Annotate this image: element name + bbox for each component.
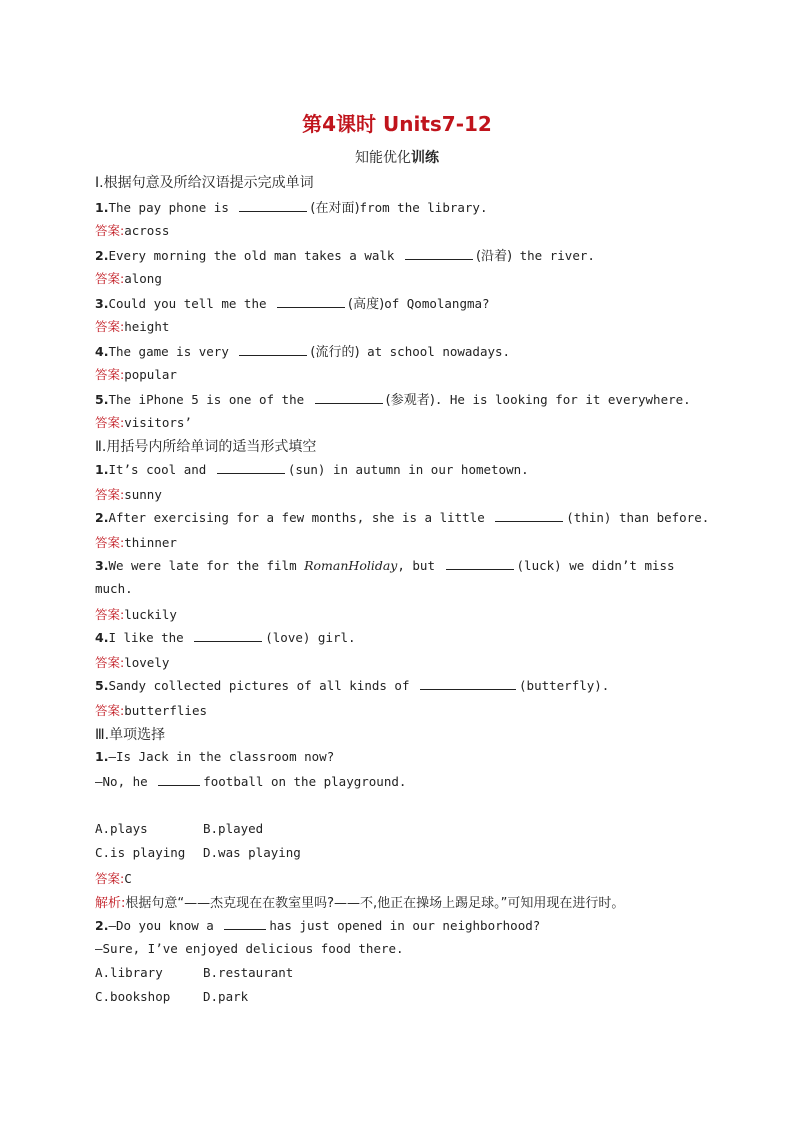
s2-q4 bbox=[95, 629, 356, 645]
section-2-heading: Ⅱ.用括号内所给单词的适当形式填空 bbox=[95, 439, 317, 455]
s2-a4 bbox=[95, 653, 169, 671]
q-number: 5. bbox=[95, 392, 109, 407]
s1-a1 bbox=[95, 221, 169, 239]
q-hint: (love) bbox=[265, 630, 311, 645]
answer-blank bbox=[446, 557, 514, 570]
answer-label: 答案: bbox=[95, 871, 125, 886]
q-number: 4. bbox=[95, 630, 109, 645]
q-text: —Is Jack in the classroom now? bbox=[108, 749, 335, 764]
s2-a2 bbox=[95, 533, 177, 551]
answer-blank bbox=[405, 247, 473, 260]
q-text: We were late for the film bbox=[108, 558, 305, 573]
q-hint: (高度) bbox=[348, 297, 385, 312]
answer-blank bbox=[239, 199, 307, 212]
q-text: has just opened in our neighborhood? bbox=[269, 918, 541, 933]
q-hint: (sun) bbox=[287, 462, 326, 477]
q-text: —No, he bbox=[95, 774, 156, 789]
q-hint: (在对面) bbox=[310, 201, 360, 216]
subtitle-bold: 训练 bbox=[411, 150, 439, 166]
s1-a2 bbox=[95, 269, 162, 287]
answer-text: C bbox=[124, 871, 132, 886]
q-text: , but bbox=[397, 558, 443, 573]
s3-q1-line2 bbox=[95, 773, 406, 789]
s2-a5 bbox=[95, 701, 207, 719]
answer-text: height bbox=[124, 319, 170, 334]
option-b: B.played bbox=[203, 821, 264, 836]
s2-a1 bbox=[95, 485, 162, 503]
q-text: than before. bbox=[611, 510, 710, 525]
answer-text: visitors’ bbox=[124, 415, 192, 430]
option-d: D.park bbox=[203, 989, 249, 1004]
q-text: at school nowadays. bbox=[359, 344, 511, 359]
answer-blank bbox=[217, 461, 285, 474]
page-subtitle bbox=[0, 147, 794, 167]
answer-blank bbox=[495, 509, 563, 522]
q-hint: (luck) bbox=[516, 558, 562, 573]
s3-a1 bbox=[95, 869, 132, 887]
q-text: The iPhone 5 is one of the bbox=[108, 392, 312, 407]
option-d: D.was playing bbox=[203, 845, 301, 860]
answer-blank bbox=[194, 629, 262, 642]
q-text: After exercising for a few months, she is a little bbox=[108, 510, 493, 525]
answer-label: 答案: bbox=[95, 367, 125, 382]
q-hint: (流行的) bbox=[310, 345, 360, 360]
answer-label: 答案: bbox=[95, 319, 125, 334]
q-text: in autumn in our hometown. bbox=[325, 462, 529, 477]
s2-q2 bbox=[95, 509, 709, 525]
q-text: It’s cool and bbox=[108, 462, 214, 477]
s2-q3-cont: much. bbox=[95, 581, 133, 596]
answer-label: 答案: bbox=[95, 703, 125, 718]
s2-q3 bbox=[95, 557, 675, 573]
answer-text: luckily bbox=[124, 607, 177, 622]
s3-q2-line2: —Sure, I’ve enjoyed delicious food there. bbox=[95, 941, 404, 956]
s2-a3 bbox=[95, 605, 177, 623]
answer-label: 答案: bbox=[95, 223, 125, 238]
option-c: C.bookshop bbox=[95, 989, 171, 1004]
section-1-heading: Ⅰ.根据句意及所给汉语提示完成单词 bbox=[95, 175, 314, 191]
q-number: 1. bbox=[95, 462, 109, 477]
option-a: A.plays bbox=[95, 821, 148, 836]
q-text: Could you tell me the bbox=[108, 296, 275, 311]
answer-blank bbox=[277, 295, 345, 308]
s1-a3 bbox=[95, 317, 169, 335]
analysis-text: 根据句意“——杰克现在在教室里吗?——不,他正在操场上踢足球。”可知用现在进行时。 bbox=[125, 896, 625, 911]
q-text: Every morning the old man takes a walk bbox=[108, 248, 402, 263]
answer-blank bbox=[239, 343, 307, 356]
answer-label: 答案: bbox=[95, 655, 125, 670]
q-text: Sandy collected pictures of all kinds of bbox=[108, 678, 418, 693]
q-number: 2. bbox=[95, 248, 109, 263]
q-text: girl. bbox=[310, 630, 356, 645]
q-number: 4. bbox=[95, 344, 109, 359]
q-number: 3. bbox=[95, 558, 109, 573]
s1-q4 bbox=[95, 341, 510, 360]
s1-q3 bbox=[95, 293, 490, 312]
s1-q2 bbox=[95, 245, 595, 264]
s2-q1 bbox=[95, 461, 529, 477]
answer-text: thinner bbox=[124, 535, 177, 550]
s3-q2-line1 bbox=[95, 917, 540, 933]
answer-text: butterflies bbox=[124, 703, 208, 718]
option-a: A.library bbox=[95, 965, 163, 980]
answer-blank bbox=[224, 917, 266, 930]
answer-label: 答案: bbox=[95, 535, 125, 550]
q-number: 2. bbox=[95, 510, 109, 525]
answer-text: sunny bbox=[124, 487, 162, 502]
q-number: 1. bbox=[95, 749, 109, 764]
q-text: the river. bbox=[512, 248, 595, 263]
q-text: we didn’t miss bbox=[561, 558, 675, 573]
q-hint: (thin) bbox=[566, 510, 612, 525]
q-text: —Do you know a bbox=[108, 918, 222, 933]
answer-text: lovely bbox=[124, 655, 170, 670]
q-hint: (butterfly). bbox=[519, 678, 610, 693]
q-text: I like the bbox=[108, 630, 192, 645]
answer-label: 答案: bbox=[95, 487, 125, 502]
answer-label: 答案: bbox=[95, 415, 125, 430]
subtitle-normal: 知能优化 bbox=[355, 150, 411, 166]
analysis-label: 解析: bbox=[95, 896, 126, 911]
film-title: RomanHoliday bbox=[304, 558, 398, 573]
answer-blank bbox=[420, 677, 516, 690]
q-text: . He is looking for it everywhere. bbox=[434, 392, 691, 407]
q-number: 3. bbox=[95, 296, 109, 311]
q-number: 2. bbox=[95, 918, 109, 933]
s1-a5 bbox=[95, 413, 192, 431]
q-text: of Qomolangma? bbox=[384, 296, 490, 311]
answer-label: 答案: bbox=[95, 271, 125, 286]
q-hint: (沿着) bbox=[475, 249, 513, 264]
option-c: C.is playing bbox=[95, 845, 186, 860]
answer-label: 答案: bbox=[95, 607, 125, 622]
answer-blank bbox=[315, 391, 383, 404]
q-number: 1. bbox=[95, 200, 109, 215]
s1-a4 bbox=[95, 365, 177, 383]
answer-text: popular bbox=[124, 367, 177, 382]
s2-q5 bbox=[95, 677, 609, 693]
answer-blank bbox=[158, 773, 200, 786]
q-text: The pay phone is bbox=[108, 200, 237, 215]
section-3-heading: Ⅲ.单项选择 bbox=[95, 727, 166, 743]
q-text: from the library. bbox=[359, 200, 488, 215]
s1-q1 bbox=[95, 197, 487, 216]
q-hint: (参观者) bbox=[385, 393, 435, 408]
page-title: 第4课时 Units7-12 bbox=[302, 112, 492, 136]
answer-text: along bbox=[124, 271, 162, 286]
q-text: football on the playground. bbox=[203, 774, 407, 789]
s3-q1-line1 bbox=[95, 749, 334, 764]
q-text: The game is very bbox=[108, 344, 237, 359]
s1-q5 bbox=[95, 389, 691, 408]
answer-text: across bbox=[124, 223, 170, 238]
q-number: 5. bbox=[95, 678, 109, 693]
s3-analysis1 bbox=[95, 892, 624, 911]
option-b: B.restaurant bbox=[203, 965, 294, 980]
